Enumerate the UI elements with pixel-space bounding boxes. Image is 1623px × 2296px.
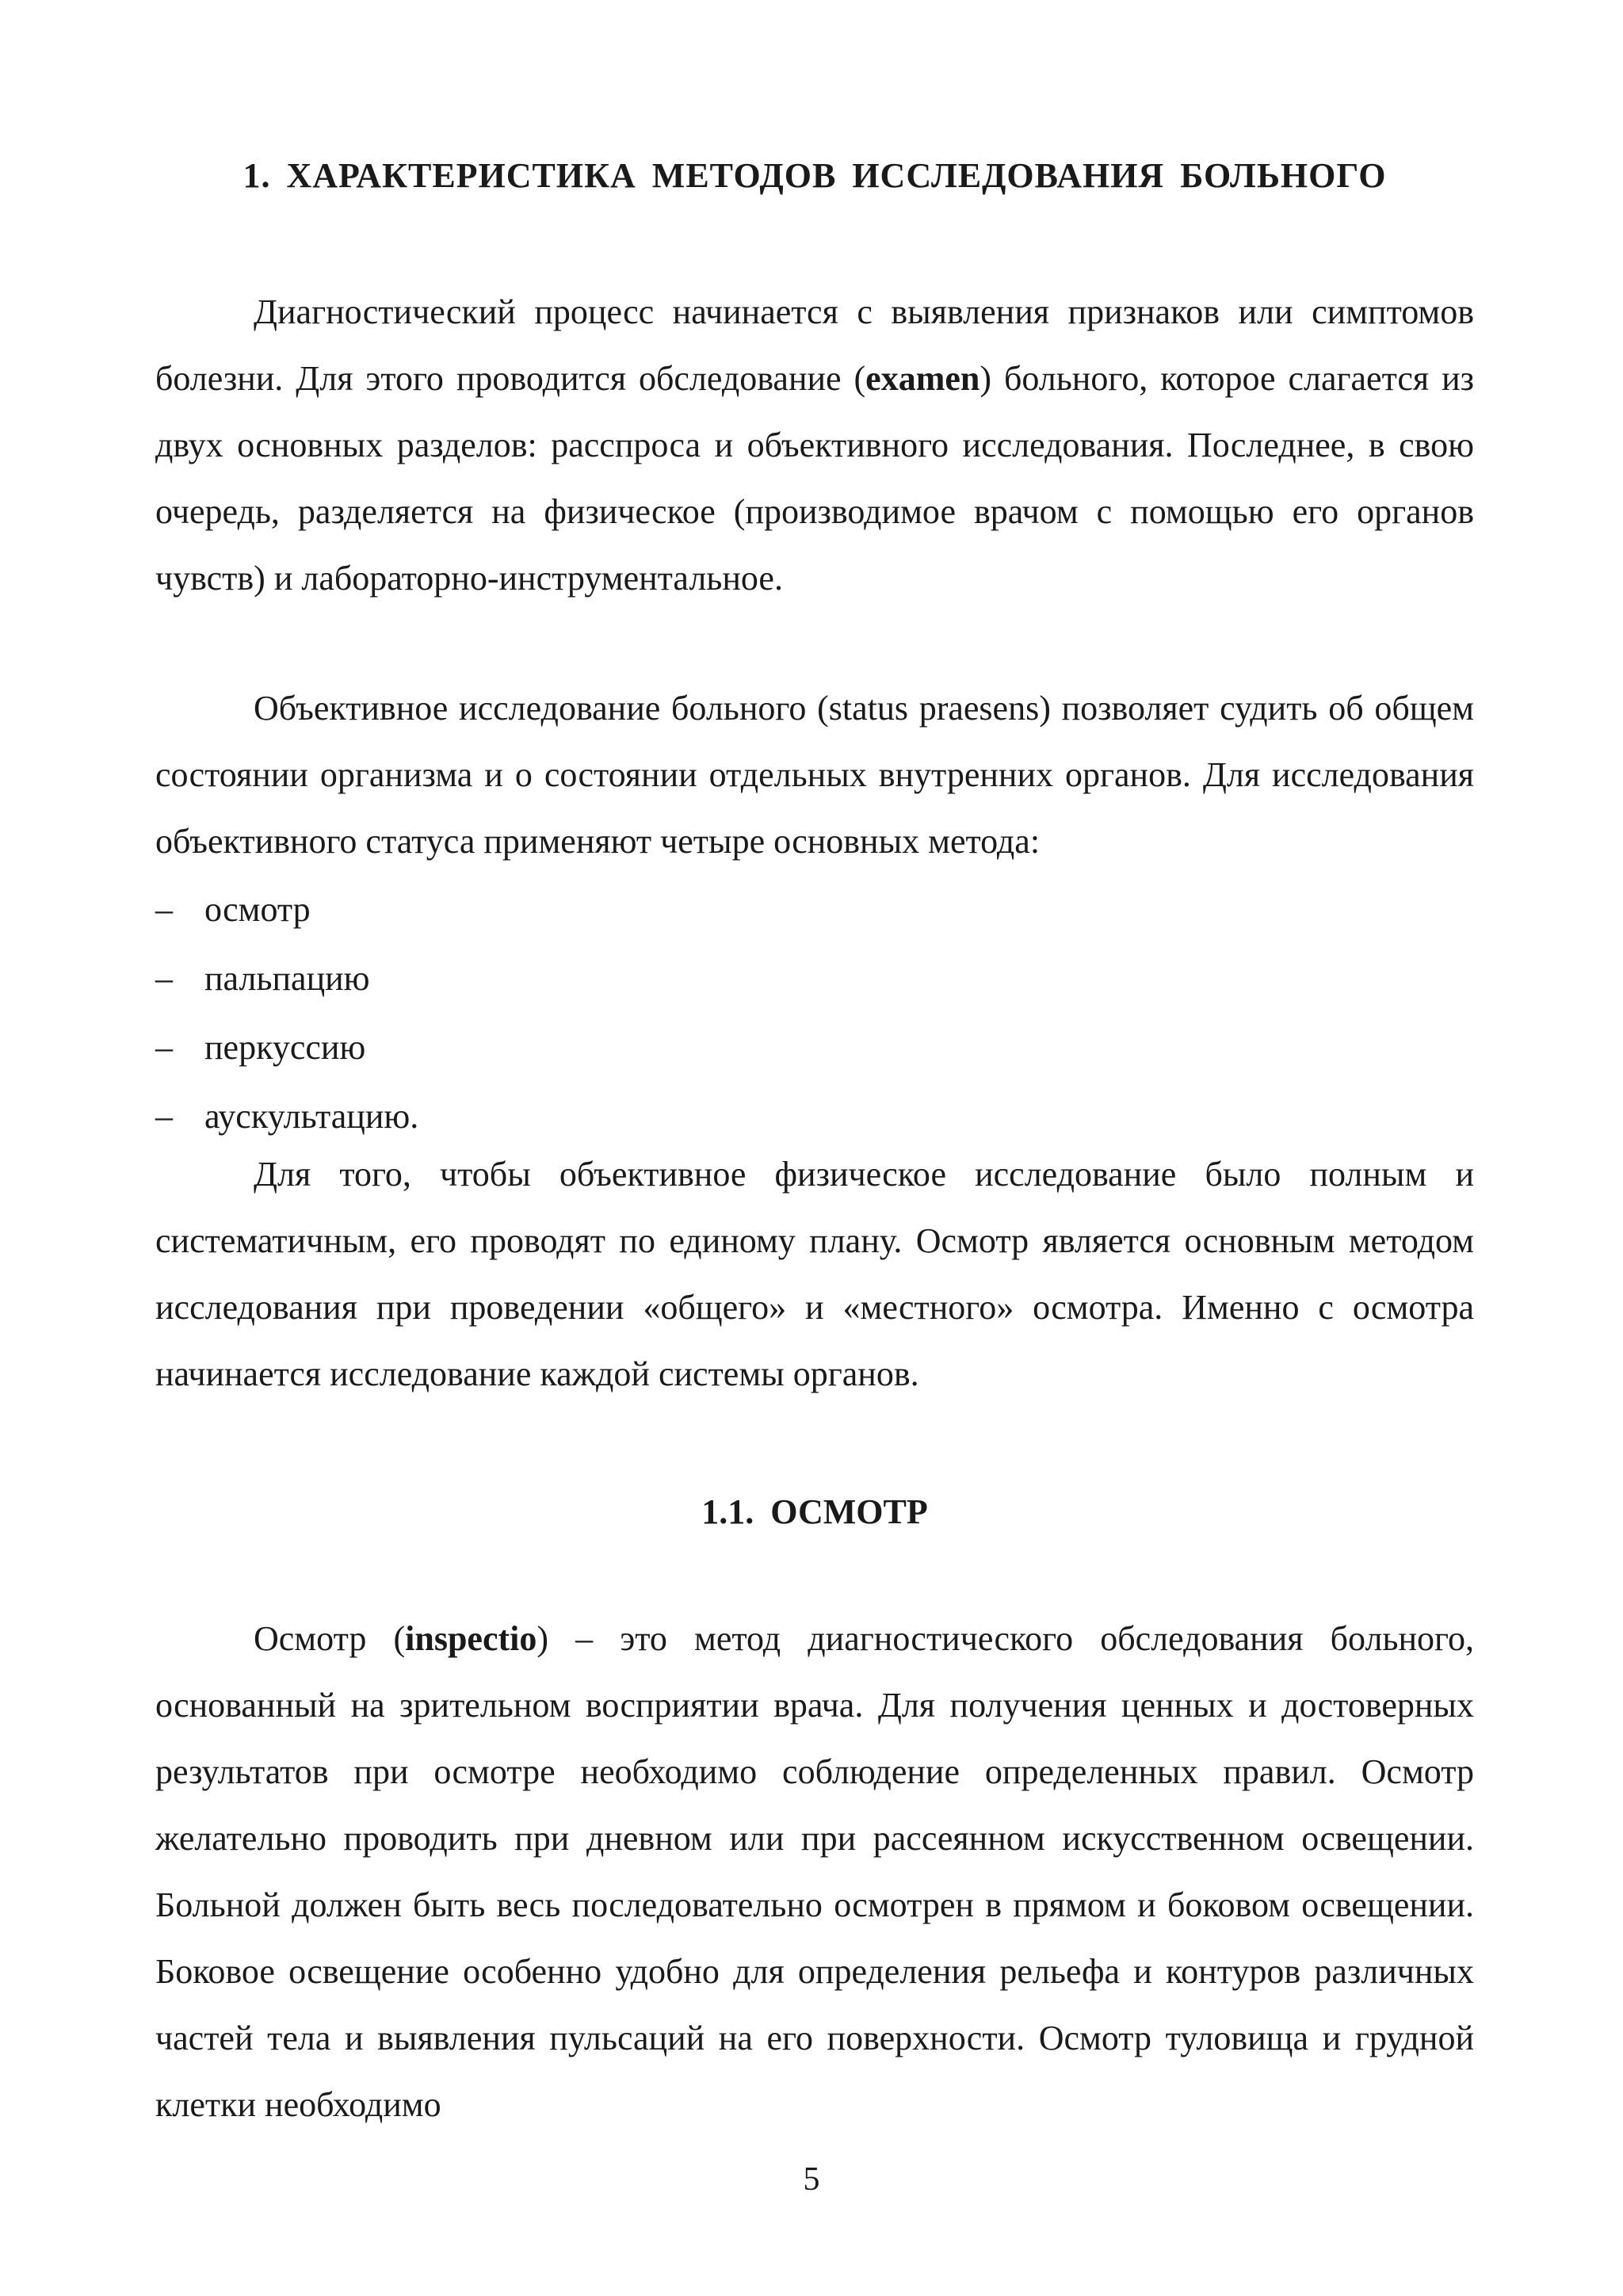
paragraph-text: ) больного, которое слагается из двух основных разделов: расспроса и объективного исследования. Последнее, в свою очередь, разделяется на физическое (производимое врачом с помощью его органов чувств) и лабораторно-инструментальное. [155, 359, 1474, 598]
latin-term-examen: examen [865, 359, 980, 398]
section-heading: 1. ХАРАКТЕРИСТИКА МЕТОДОВ ИССЛЕДОВАНИЯ БОЛЬНОГО [242, 156, 1387, 195]
paragraph-text: Для того, чтобы объективное физическое исследование было полным и систематичным, его проводят по единому плану. Осмотр является основным методом исследования при проведении «общего» и «местного» осмотра. Именно с осмотра начинается исследование каждой системы органов. [155, 1155, 1474, 1393]
list-item-text: перкуссию [204, 1027, 366, 1067]
paragraph-diagnostic-process [155, 279, 1474, 612]
list-dash: – [155, 889, 173, 929]
list-dash: – [155, 1096, 173, 1136]
subsection-heading: 1.1. ОСМОТР [701, 1492, 928, 1531]
page-number: 5 [803, 2161, 820, 2198]
paragraph-text: ) – это метод диагностического обследования больного, основанный на зрительном восприятии врача. Для получения ценных и достоверных результатов при осмотре необходимо соблюдение определенных правил. Осмотр желательно проводить при дневном или при рассеянном искусственном освещении. Больной должен быть весь последовательно осмотрен в прямом и боковом освещении. Боковое освещение особенно удобно для определения рельефа и контуров различных частей тела и выявления пульсаций на его поверхности. Осмотр туловища и грудной клетки необходимо [155, 1619, 1474, 2124]
paragraph-status-praesens [155, 675, 1474, 875]
list-item-text: пальпацию [204, 958, 370, 998]
paragraph-text: Объективное исследование больного (status praesens) позволяет судить об общем состоянии организма и о состоянии отдельных внутренних органов. Для исследования объективного статуса применяют четыре основных метода: [155, 689, 1474, 861]
list-item [155, 1013, 1474, 1082]
list-dash: – [155, 1027, 173, 1067]
paragraph-examination-plan [155, 1141, 1474, 1408]
paragraph-inspection [155, 1606, 1474, 2138]
paragraph-text: Диагностический процесс начинается с выявления признаков или симптомов болезни. Для этого проводится обследование ( [155, 292, 1474, 398]
list-item [155, 1082, 1474, 1151]
paragraph-text: Осмотр ( [254, 1619, 406, 1658]
list-item [155, 944, 1474, 1013]
list-item-text: осмотр [204, 889, 311, 929]
list-item-text: аускультацию. [204, 1096, 419, 1136]
methods-list [155, 875, 1474, 1151]
list-item [155, 875, 1474, 944]
latin-term-inspectio: inspectio [405, 1619, 537, 1658]
list-dash: – [155, 958, 173, 998]
